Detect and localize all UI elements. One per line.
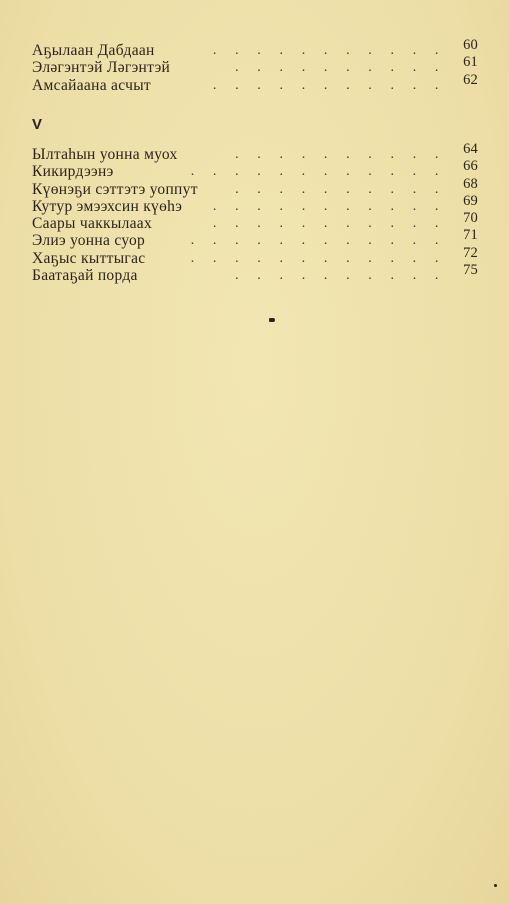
toc-entry-title: Элиэ уонна суор xyxy=(32,232,146,250)
toc-leader-dots: . . . . . . . . . . xyxy=(235,60,446,76)
toc-entry xyxy=(32,227,478,250)
toc-entry-page-number: 70 xyxy=(463,210,478,227)
toc-entry-page-number: 69 xyxy=(463,192,478,209)
toc-leader-dots: . . . . . . . . . . . . xyxy=(190,250,446,266)
toc-entry-title: Саары чаккылаах xyxy=(32,215,153,233)
toc-leader-dots: . . . . . . . . . . xyxy=(235,268,446,284)
toc-entry-title: Күөнэҕи сэттэтэ уоппут xyxy=(32,180,198,198)
toc-entry xyxy=(32,158,478,181)
toc-entry-page-number: 75 xyxy=(463,262,478,279)
toc-entry xyxy=(32,210,478,233)
toc-entry-title: Хаҕыс кыттыгас xyxy=(32,249,146,267)
toc-entry-page-number: 62 xyxy=(463,71,478,88)
toc-entry-page-number: 68 xyxy=(463,175,478,192)
toc-leader-dots: . . . . . . . . . . . xyxy=(212,77,446,93)
toc-entry-page-number: 66 xyxy=(463,158,478,175)
toc-leader-dots: . . . . . . . . . . . xyxy=(212,198,446,214)
toc-entry-page-number: 60 xyxy=(463,37,478,53)
toc-entry-title: Аҕылаан Дабдаан xyxy=(32,42,155,59)
toc-entry-title: Амсайаана асчыт xyxy=(32,76,151,94)
toc-entry-page-number: 71 xyxy=(463,227,478,244)
toc-leader-dots: . . . . . . . . . . . xyxy=(212,216,446,232)
toc-entry-title: Ылтаһын уонна муох xyxy=(32,146,178,163)
toc-entry-page-number: 64 xyxy=(463,141,478,157)
toc-entry-title: Эләгэнтэй Ләгэнтэй xyxy=(32,59,171,77)
toc-entry-title: Кутур эмээхсин күөһэ xyxy=(32,197,183,215)
print-speck xyxy=(494,884,497,887)
table-of-contents-part-1 xyxy=(32,37,478,94)
toc-leader-dots: . . . . . . . . . . . . xyxy=(190,164,446,180)
toc-entry xyxy=(32,192,478,215)
toc-leader-dots: . . . . . . . . . . . . xyxy=(190,233,446,249)
toc-leader-dots: . . . . . . . . . . xyxy=(235,147,446,162)
toc-entry-title: Баатаҕай порда xyxy=(32,267,138,285)
toc-leader-dots: . . . . . . . . . . . xyxy=(212,43,446,58)
toc-entry xyxy=(32,71,478,94)
toc-entry xyxy=(32,54,478,77)
section-heading: V xyxy=(32,116,43,133)
ornament-mark xyxy=(269,318,275,322)
toc-entry xyxy=(32,262,478,285)
toc-entry xyxy=(32,141,478,163)
toc-entry xyxy=(32,175,478,198)
toc-entry xyxy=(32,37,478,59)
table-of-contents-part-2 xyxy=(32,141,478,285)
toc-entry-page-number: 61 xyxy=(463,54,478,71)
toc-leader-dots: . . . . . . . . . . xyxy=(235,181,446,197)
toc-entry-page-number: 72 xyxy=(463,244,478,261)
toc-entry xyxy=(32,244,478,267)
toc-entry-title: Кикирдээнэ xyxy=(32,163,114,181)
